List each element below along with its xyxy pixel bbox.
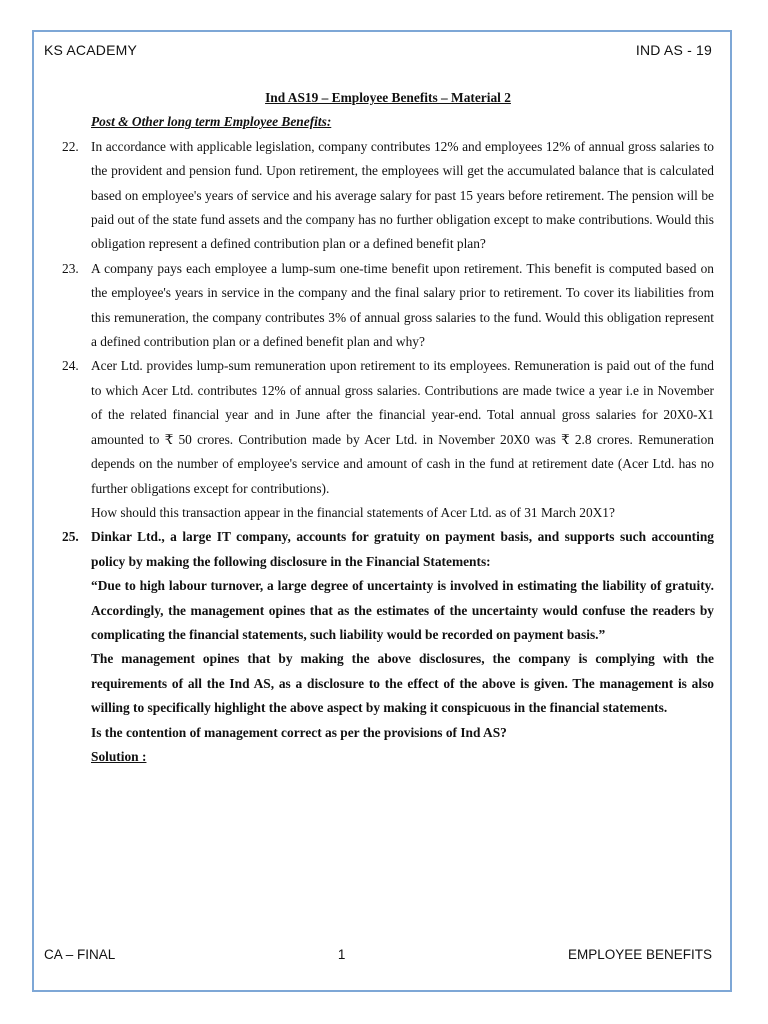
question-text: Is the contention of management correct as per the provisions of Ind AS?	[91, 724, 507, 740]
question-23	[62, 257, 714, 355]
document-body	[62, 86, 714, 769]
question-text: Acer Ltd. provides lump-sum remuneration upon retirement to its employees. Remuneration is paid out of the fund to which Acer Ltd. contributes 12% of annual gross salaries. Contributions are made twice a year i.e in November of the related financial year and in June after the financial year-end. Total annual gross salaries for 20X0-X1 amounted to ₹ 50 crores. Contribution made by Acer Ltd. in November 20X0 was ₹ 2.8 crores. Remuneration depends on the number of employee's service and amount of cash in the fund at retirement date (Acer Ltd. has no further obligations except for contributions).	[91, 358, 714, 496]
question-22	[62, 135, 714, 257]
question-text: In accordance with applicable legislation, company contributes 12% and employees 12% of annual gross salaries to the provident and pension fund. Upon retirement, the employees will get the accumulated balance that is calculated based on employee's years of service and his average salary for past 15 years before retirement. The pension will be paid out of the state fund assets and the company has no further obligation except to make contributions. Would this obligation represent a defined contribution plan or a defined benefit plan?	[91, 138, 714, 252]
page-header	[44, 42, 712, 58]
question-number: 23.	[62, 260, 79, 276]
question-number: 22.	[62, 138, 79, 154]
page-number: 1	[337, 947, 346, 962]
footer-left: CA – FINAL	[44, 947, 116, 962]
question-text: Dinkar Ltd., a large IT company, accounts for gratuity on payment basis, and supports such accounting policy by making the following disclosure in the Financial Statements:	[91, 529, 714, 569]
footer-right: EMPLOYEE BENEFITS	[567, 947, 712, 962]
question-number: 25.	[62, 529, 79, 545]
question-24	[62, 354, 714, 525]
question-text: The management opines that by making the above disclosures, the company is complying with the requirements of all the Ind AS, as a disclosure to the effect of the above is given. The management is also willing to specifically highlight the above aspect by making it conspicuous in the financial statements.	[91, 651, 714, 716]
question-25	[62, 525, 714, 769]
question-quote: “Due to high labour turnover, a large degree of uncertainty is involved in estimating the liability of gratuity. Accordingly, the management opines that as the estimates of the uncertainty would confuse the readers by complicating the financial statements, such liability would be recorded on payment basis.”	[91, 578, 714, 642]
section-subtitle: Post & Other long term Employee Benefits:	[91, 114, 332, 130]
solution-label: Solution :	[91, 748, 147, 764]
header-left: KS ACADEMY	[44, 42, 138, 58]
question-text: A company pays each employee a lump-sum one-time benefit upon retirement. This benefit is computed based on the employee's years in service in the company and the final salary prior to retirement. To cover its liabilities from this remuneration, the company contributes 3% of annual gross salaries to the fund. Would this obligation represent a defined contribution plan or a defined benefit plan and why?	[91, 260, 714, 350]
question-number: 24.	[62, 358, 79, 374]
question-text: How should this transaction appear in the financial statements of Acer Ltd. as of 31 March 20X1?	[91, 504, 615, 520]
page-footer	[44, 947, 712, 962]
header-right: IND AS - 19	[635, 42, 712, 58]
document-title: Ind AS19 – Employee Benefits – Material 2	[265, 90, 511, 105]
